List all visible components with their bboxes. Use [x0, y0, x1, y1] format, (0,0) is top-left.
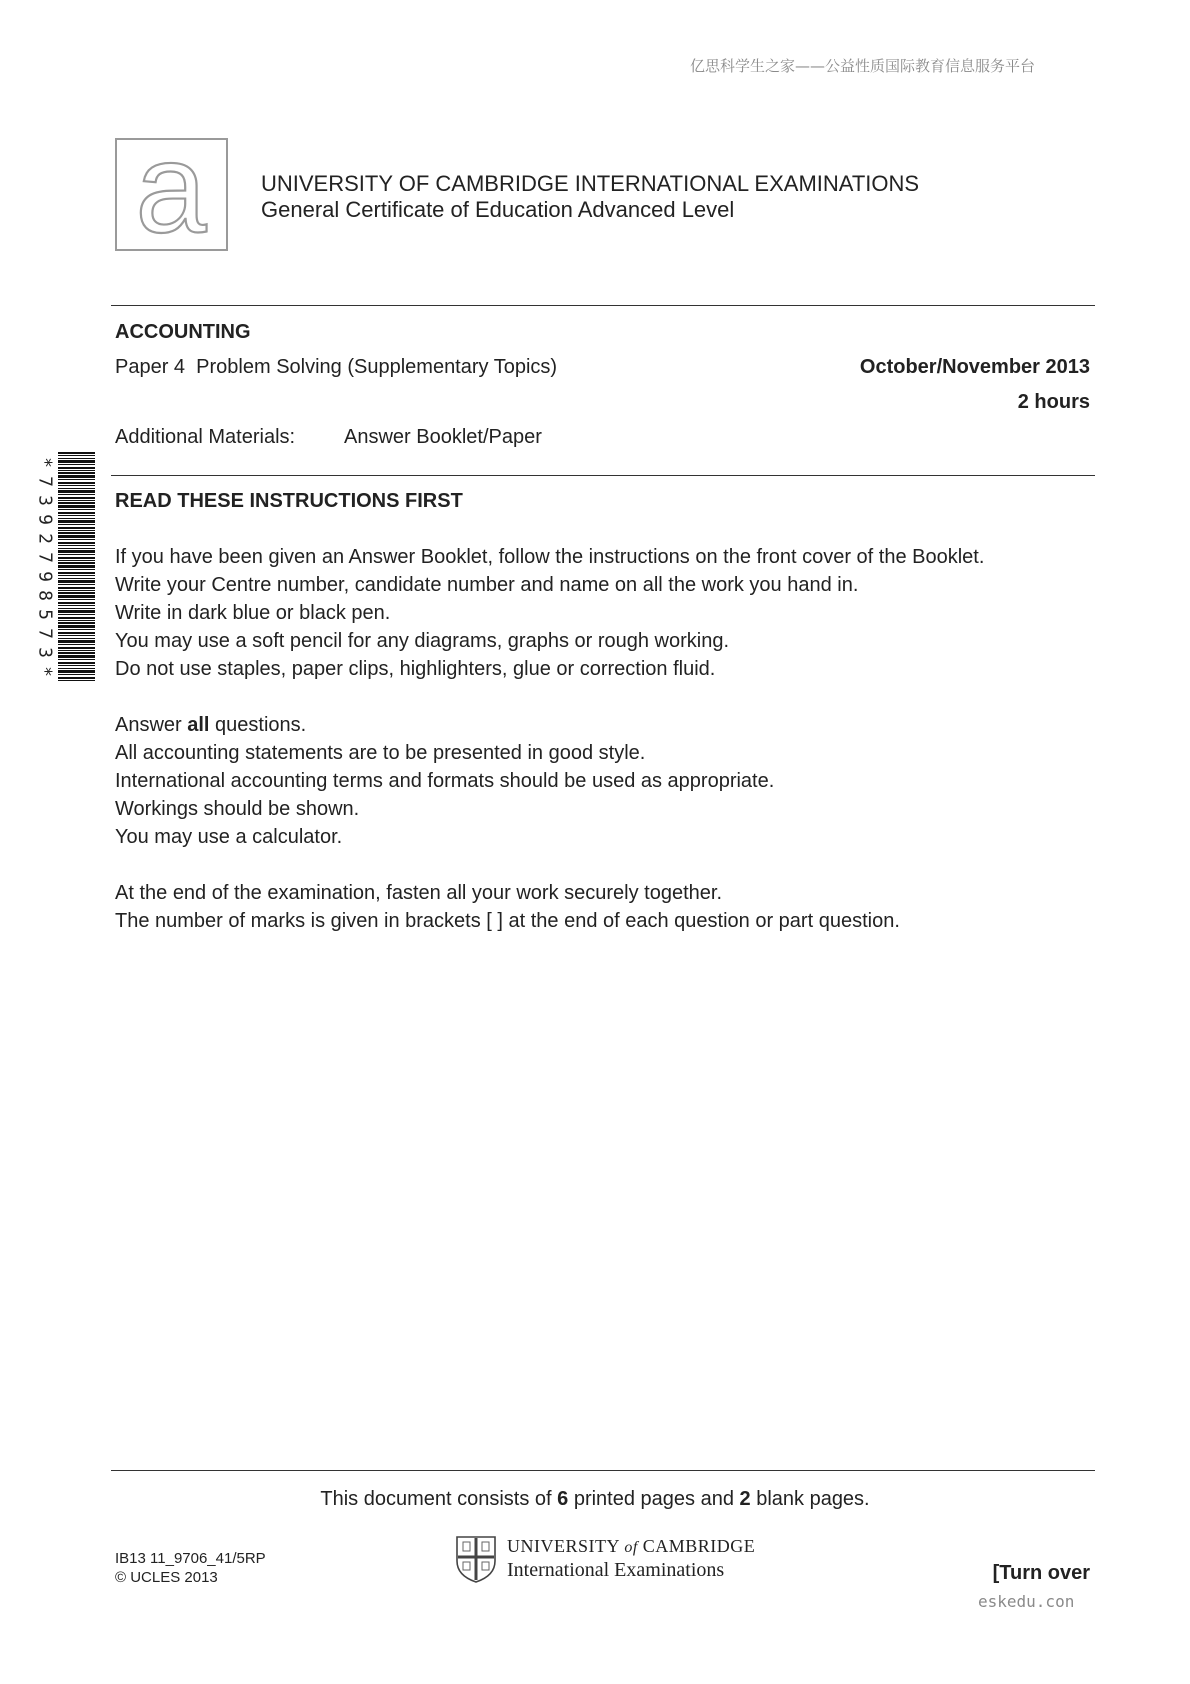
instruction-line: International accounting terms and formats should be used as appropriate. — [115, 770, 775, 792]
instruction-line: Workings should be shown. — [115, 798, 360, 820]
document-code: IB13 11_9706_41/5RP © UCLES 2013 — [115, 1550, 266, 1586]
watermark-bottom: eskedu.con — [978, 1592, 1075, 1611]
barcode-digit: 9 — [34, 571, 56, 582]
instruction-line: You may use a soft pencil for any diagrams, graphs or rough working. — [115, 630, 730, 652]
instructions-heading: READ THESE INSTRUCTIONS FIRST — [115, 490, 463, 512]
materials-label: Additional Materials: — [115, 426, 296, 448]
barcode-digit: 3 — [34, 495, 56, 506]
exam-board-title: UNIVERSITY OF CAMBRIDGE INTERNATIONAL EXAMINATIONS — [261, 171, 920, 196]
instruction-line: Write in dark blue or black pen. — [115, 602, 391, 624]
exam-session: October/November 2013 — [859, 356, 1090, 378]
cambridge-crest-icon — [455, 1535, 497, 1583]
barcode-digit: 7 — [34, 476, 56, 487]
instruction-line: All accounting statements are to be presented in good style. — [115, 742, 646, 764]
logo-letter: a — [135, 140, 207, 249]
barcode-digit: * — [34, 666, 56, 677]
cambridge-wordmark-line-1: UNIVERSITY of CAMBRIDGE — [507, 1536, 756, 1556]
instructions-block-1 — [115, 543, 984, 683]
page-count-note: This document consists of 6 printed pages and 2 blank pages. — [320, 1488, 870, 1510]
instruction-answer-line: Answer all questions. — [115, 714, 307, 736]
barcode-digit: 7 — [34, 628, 56, 639]
instruction-line: Do not use staples, paper clips, highlighters, glue or correction fluid. — [115, 658, 716, 680]
barcode-icon — [58, 452, 95, 682]
divider-top — [111, 305, 1095, 306]
instructions-block-2 — [115, 711, 774, 851]
subject-title: ACCOUNTING — [115, 321, 251, 343]
divider-middle — [111, 475, 1095, 476]
materials-value: Answer Booklet/Paper — [344, 426, 542, 448]
paper-title: Paper 4 Problem Solving (Supplementary Topics) — [115, 356, 558, 378]
instructions-block-3 — [115, 879, 900, 935]
barcode-digit: 9 — [34, 514, 56, 525]
barcode-digit: 8 — [34, 590, 56, 601]
barcode-digit: 3 — [34, 647, 56, 658]
watermark-top: 亿思科学生之家——公益性质国际教育信息服务平台 — [690, 57, 1036, 75]
instruction-line: If you have been given an Answer Booklet, follow the instructions on the front cover of the Booklet. — [115, 546, 985, 568]
exam-duration: 2 hours — [1017, 391, 1090, 413]
instruction-line: At the end of the examination, fasten all your work securely together. — [115, 882, 723, 904]
cambridge-wordmark-line-2: International Examinations — [507, 1559, 725, 1581]
qualification-title: General Certificate of Education Advanced Level — [261, 197, 735, 222]
instruction-line: The number of marks is given in brackets [ ] at the end of each question or part question. — [115, 910, 900, 932]
barcode-digit: 7 — [34, 552, 56, 563]
cie-a-logo — [115, 138, 228, 251]
turn-over-label: [Turn over — [992, 1562, 1090, 1584]
instruction-line: Write your Centre number, candidate number and name on all the work you hand in. — [115, 574, 859, 596]
letter-a-logo-icon — [117, 140, 226, 249]
barcode-digit: 2 — [34, 533, 56, 544]
barcode-digits — [34, 452, 56, 682]
divider-footer — [111, 1470, 1095, 1471]
instruction-line: You may use a calculator. — [115, 826, 343, 848]
barcode-digit: * — [34, 457, 56, 468]
barcode-digit: 5 — [34, 609, 56, 620]
